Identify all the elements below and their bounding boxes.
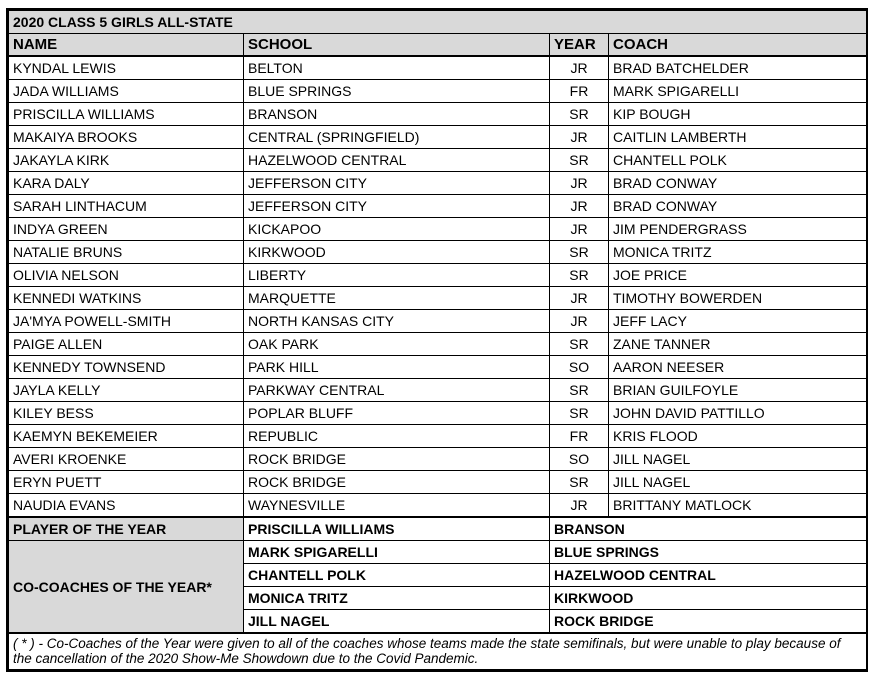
coaches-of-year-label: CO-COACHES OF THE YEAR* bbox=[9, 541, 244, 634]
header-year: YEAR bbox=[550, 34, 609, 57]
table-row bbox=[9, 103, 867, 126]
player-year: JR bbox=[550, 218, 609, 241]
table-row bbox=[9, 195, 867, 218]
player-year: SR bbox=[550, 241, 609, 264]
table-row bbox=[9, 241, 867, 264]
coach-of-year-name: JILL NAGEL bbox=[244, 610, 550, 634]
table-row bbox=[9, 126, 867, 149]
player-coach: BRAD CONWAY bbox=[609, 172, 867, 195]
table-row bbox=[9, 448, 867, 471]
header-name: NAME bbox=[9, 34, 244, 57]
header-school: SCHOOL bbox=[244, 34, 550, 57]
table-row bbox=[9, 333, 867, 356]
coach-of-year-name: CHANTELL POLK bbox=[244, 564, 550, 587]
player-year: JR bbox=[550, 310, 609, 333]
table-row bbox=[9, 149, 867, 172]
player-school: LIBERTY bbox=[244, 264, 550, 287]
table-row bbox=[9, 379, 867, 402]
table-row bbox=[9, 287, 867, 310]
player-school: WAYNESVILLE bbox=[244, 494, 550, 518]
player-name: NAUDIA EVANS bbox=[9, 494, 244, 518]
player-name: PRISCILLA WILLIAMS bbox=[9, 103, 244, 126]
player-name: KAEMYN BEKEMEIER bbox=[9, 425, 244, 448]
player-school: BRANSON bbox=[244, 103, 550, 126]
table-row bbox=[9, 80, 867, 103]
player-year: SR bbox=[550, 149, 609, 172]
player-name: PAIGE ALLEN bbox=[9, 333, 244, 356]
player-year: JR bbox=[550, 56, 609, 80]
player-year: SR bbox=[550, 333, 609, 356]
player-year: SR bbox=[550, 103, 609, 126]
table-row bbox=[9, 172, 867, 195]
player-coach: MONICA TRITZ bbox=[609, 241, 867, 264]
player-coach: MARK SPIGARELLI bbox=[609, 80, 867, 103]
player-year: JR bbox=[550, 172, 609, 195]
player-name: OLIVIA NELSON bbox=[9, 264, 244, 287]
player-school: HAZELWOOD CENTRAL bbox=[244, 149, 550, 172]
player-name: INDYA GREEN bbox=[9, 218, 244, 241]
player-coach: JOHN DAVID PATTILLO bbox=[609, 402, 867, 425]
table-row bbox=[9, 471, 867, 494]
player-of-year-label: PLAYER OF THE YEAR bbox=[9, 517, 244, 541]
table-row bbox=[9, 310, 867, 333]
player-coach: CAITLIN LAMBERTH bbox=[609, 126, 867, 149]
footnote: ( * ) - Co-Coaches of the Year were given to all of the coaches whose teams made the state semifinals, but were unable to play because of the cancellation of the 2020 Show-Me Showdown due to the Covid Pandemic. bbox=[9, 633, 867, 670]
player-coach: BRIAN GUILFOYLE bbox=[609, 379, 867, 402]
player-name: AVERI KROENKE bbox=[9, 448, 244, 471]
table-row bbox=[9, 264, 867, 287]
player-year: SO bbox=[550, 448, 609, 471]
player-of-year-school: BRANSON bbox=[550, 517, 867, 541]
player-school: NORTH KANSAS CITY bbox=[244, 310, 550, 333]
player-of-year-name: PRISCILLA WILLIAMS bbox=[244, 517, 550, 541]
player-coach: JOE PRICE bbox=[609, 264, 867, 287]
coach-of-year-name: MARK SPIGARELLI bbox=[244, 541, 550, 564]
all-state-sheet bbox=[6, 8, 868, 672]
all-state-table bbox=[8, 10, 867, 670]
player-year: FR bbox=[550, 425, 609, 448]
player-name: KARA DALY bbox=[9, 172, 244, 195]
coach-of-year-school: HAZELWOOD CENTRAL bbox=[550, 564, 867, 587]
footnote-row bbox=[9, 633, 867, 670]
table-row bbox=[9, 425, 867, 448]
player-coach: JILL NAGEL bbox=[609, 448, 867, 471]
player-school: OAK PARK bbox=[244, 333, 550, 356]
player-coach: JEFF LACY bbox=[609, 310, 867, 333]
player-school: KIRKWOOD bbox=[244, 241, 550, 264]
player-year: JR bbox=[550, 126, 609, 149]
coach-of-year-school: ROCK BRIDGE bbox=[550, 610, 867, 634]
player-coach: CHANTELL POLK bbox=[609, 149, 867, 172]
header-coach: COACH bbox=[609, 34, 867, 57]
player-school: JEFFERSON CITY bbox=[244, 172, 550, 195]
header-row bbox=[9, 34, 867, 57]
player-year: SR bbox=[550, 402, 609, 425]
player-coach: BRAD CONWAY bbox=[609, 195, 867, 218]
player-name: KYNDAL LEWIS bbox=[9, 56, 244, 80]
player-coach: JIM PENDERGRASS bbox=[609, 218, 867, 241]
player-school: PARK HILL bbox=[244, 356, 550, 379]
player-school: REPUBLIC bbox=[244, 425, 550, 448]
player-name: MAKAIYA BROOKS bbox=[9, 126, 244, 149]
player-year: JR bbox=[550, 494, 609, 518]
player-coach: JILL NAGEL bbox=[609, 471, 867, 494]
player-name: NATALIE BRUNS bbox=[9, 241, 244, 264]
player-year: JR bbox=[550, 287, 609, 310]
table-row bbox=[9, 218, 867, 241]
player-school: KICKAPOO bbox=[244, 218, 550, 241]
player-school: POPLAR BLUFF bbox=[244, 402, 550, 425]
player-year: SR bbox=[550, 379, 609, 402]
player-year: FR bbox=[550, 80, 609, 103]
player-coach: ZANE TANNER bbox=[609, 333, 867, 356]
player-school: ROCK BRIDGE bbox=[244, 471, 550, 494]
player-of-year-row bbox=[9, 517, 867, 541]
player-name: JA'MYA POWELL-SMITH bbox=[9, 310, 244, 333]
coach-of-year-school: KIRKWOOD bbox=[550, 587, 867, 610]
coach-of-year-school: BLUE SPRINGS bbox=[550, 541, 867, 564]
player-year: SO bbox=[550, 356, 609, 379]
player-coach: TIMOTHY BOWERDEN bbox=[609, 287, 867, 310]
player-year: SR bbox=[550, 471, 609, 494]
player-coach: KIP BOUGH bbox=[609, 103, 867, 126]
player-name: JADA WILLIAMS bbox=[9, 80, 244, 103]
player-coach: BRAD BATCHELDER bbox=[609, 56, 867, 80]
player-name: ERYN PUETT bbox=[9, 471, 244, 494]
player-name: KILEY BESS bbox=[9, 402, 244, 425]
player-name: JAKAYLA KIRK bbox=[9, 149, 244, 172]
player-school: BELTON bbox=[244, 56, 550, 80]
player-name: JAYLA KELLY bbox=[9, 379, 244, 402]
table-row bbox=[9, 494, 867, 518]
player-year: SR bbox=[550, 264, 609, 287]
player-year: JR bbox=[550, 195, 609, 218]
player-name: KENNEDY TOWNSEND bbox=[9, 356, 244, 379]
table-row bbox=[9, 56, 867, 80]
player-name: KENNEDI WATKINS bbox=[9, 287, 244, 310]
player-coach: BRITTANY MATLOCK bbox=[609, 494, 867, 518]
player-school: BLUE SPRINGS bbox=[244, 80, 550, 103]
player-coach: KRIS FLOOD bbox=[609, 425, 867, 448]
table-title: 2020 CLASS 5 GIRLS ALL-STATE bbox=[9, 11, 867, 34]
player-school: CENTRAL (SPRINGFIELD) bbox=[244, 126, 550, 149]
table-row bbox=[9, 402, 867, 425]
player-school: ROCK BRIDGE bbox=[244, 448, 550, 471]
coach-of-year-name: MONICA TRITZ bbox=[244, 587, 550, 610]
coach-of-year-row bbox=[9, 541, 867, 564]
player-name: SARAH LINTHACUM bbox=[9, 195, 244, 218]
player-coach: AARON NEESER bbox=[609, 356, 867, 379]
player-school: PARKWAY CENTRAL bbox=[244, 379, 550, 402]
player-school: JEFFERSON CITY bbox=[244, 195, 550, 218]
player-school: MARQUETTE bbox=[244, 287, 550, 310]
table-row bbox=[9, 356, 867, 379]
